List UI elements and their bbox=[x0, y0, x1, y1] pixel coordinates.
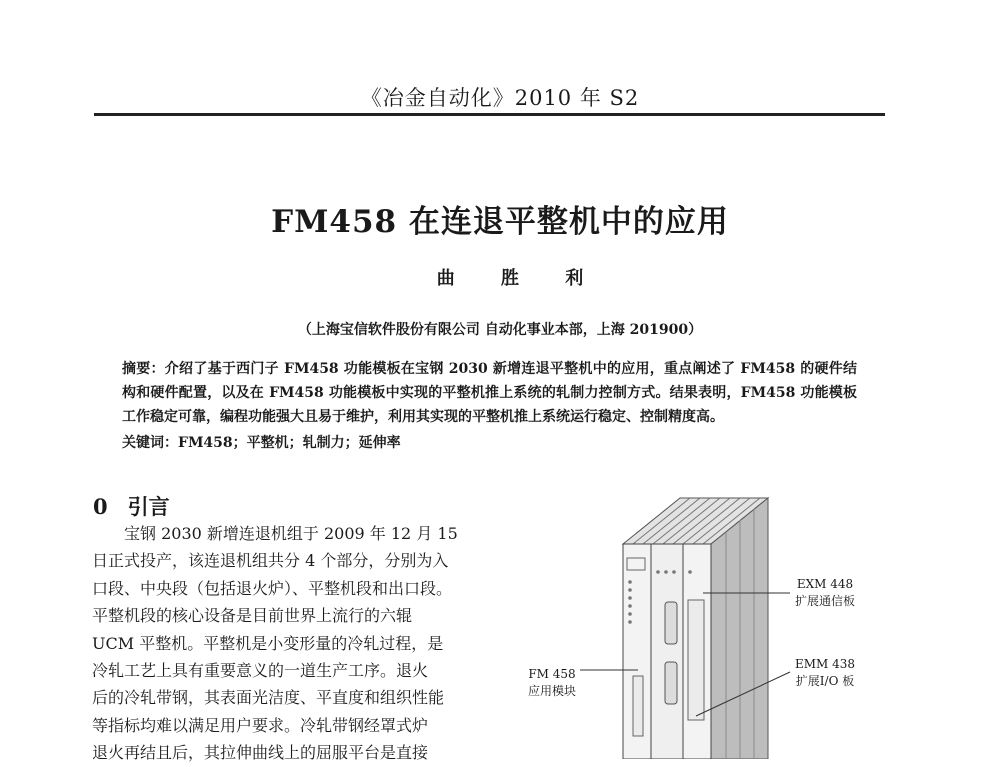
exm448-model: EXM 448 bbox=[796, 577, 854, 591]
body-line: UCM 平整机。平整机是小变形量的冷轧过程，是 bbox=[92, 633, 444, 653]
fm-slot bbox=[633, 676, 643, 736]
module-exm448 bbox=[651, 544, 683, 759]
body-line: 冷轧工艺上具有重要意义的一道生产工序。退火 bbox=[92, 661, 429, 681]
abstract-label: 摘要： bbox=[122, 361, 165, 377]
section-number: 0 bbox=[93, 494, 108, 519]
hardware-figure bbox=[500, 490, 900, 759]
fm458-label bbox=[522, 666, 582, 700]
body-line: 平整机段的核心设备是目前世界上流行的六辊 bbox=[92, 606, 413, 626]
author: 曲 胜 利 bbox=[436, 268, 604, 289]
connector-lower bbox=[665, 662, 677, 704]
connector-upper bbox=[665, 602, 677, 644]
body-line: 后的冷轧带钢，其表面光洁度、平直度和组织性能 bbox=[92, 688, 445, 708]
fm458-desc: 应用模块 bbox=[527, 684, 576, 698]
body-line: 退火再结且后，其拉伸曲线上的屈服平台是直接 bbox=[92, 743, 429, 763]
exm448-desc: 扩展通信板 bbox=[794, 594, 855, 608]
paper-title: FM458 在连退平整机中的应用 bbox=[271, 204, 729, 240]
body-line: 口段、中央段（包括退火炉）、平整机段和出口段。 bbox=[92, 578, 453, 598]
emm438-desc: 扩展I/O 板 bbox=[795, 674, 855, 688]
journal-header: 《冶金自动化》2010 年 S2 bbox=[360, 86, 640, 110]
body-line: 宝钢 2030 新增连退机组于 2009 年 12 月 15 bbox=[124, 524, 458, 543]
section-heading bbox=[93, 491, 170, 521]
header-rule bbox=[94, 113, 885, 116]
fm458-model: FM 458 bbox=[528, 667, 576, 681]
abstract bbox=[122, 357, 857, 429]
body-line: 等指标均难以满足用户要求。冷轧带钢经罩式炉 bbox=[92, 715, 429, 735]
body-line: 日正式投产，该连退机组共分 4 个部分，分别为入 bbox=[92, 551, 449, 571]
emm438-model: EMM 438 bbox=[794, 657, 856, 671]
affiliation: （上海宝信软件股份有限公司 自动化事业本部，上海 201900） bbox=[297, 322, 703, 338]
emm438-label bbox=[792, 656, 858, 690]
keywords bbox=[122, 432, 857, 452]
io-panel bbox=[688, 600, 704, 720]
keywords-text: FM458；平整机；轧制力；延伸率 bbox=[178, 435, 401, 451]
body-text bbox=[92, 520, 477, 767]
abstract-text: 介绍了基于西门子 FM458 功能模板在宝钢 2030 新增连退平整机中的应用，重点阐述了 FM458 的硬件结构和硬件配置，以及在 FM458 功能模板中实现的平整机推上系统的轧制力控制方式。结果表明，FM458 功能模板工作稳定可靠，编程功能强大且易于维护，利用其实现的平整机推上系统运行稳定、控制精度高。 bbox=[122, 361, 858, 425]
section-title: 引言 bbox=[127, 494, 170, 519]
keywords-label: 关键词： bbox=[122, 435, 178, 451]
exm448-label bbox=[792, 576, 858, 610]
hardware-illustration bbox=[500, 490, 900, 759]
